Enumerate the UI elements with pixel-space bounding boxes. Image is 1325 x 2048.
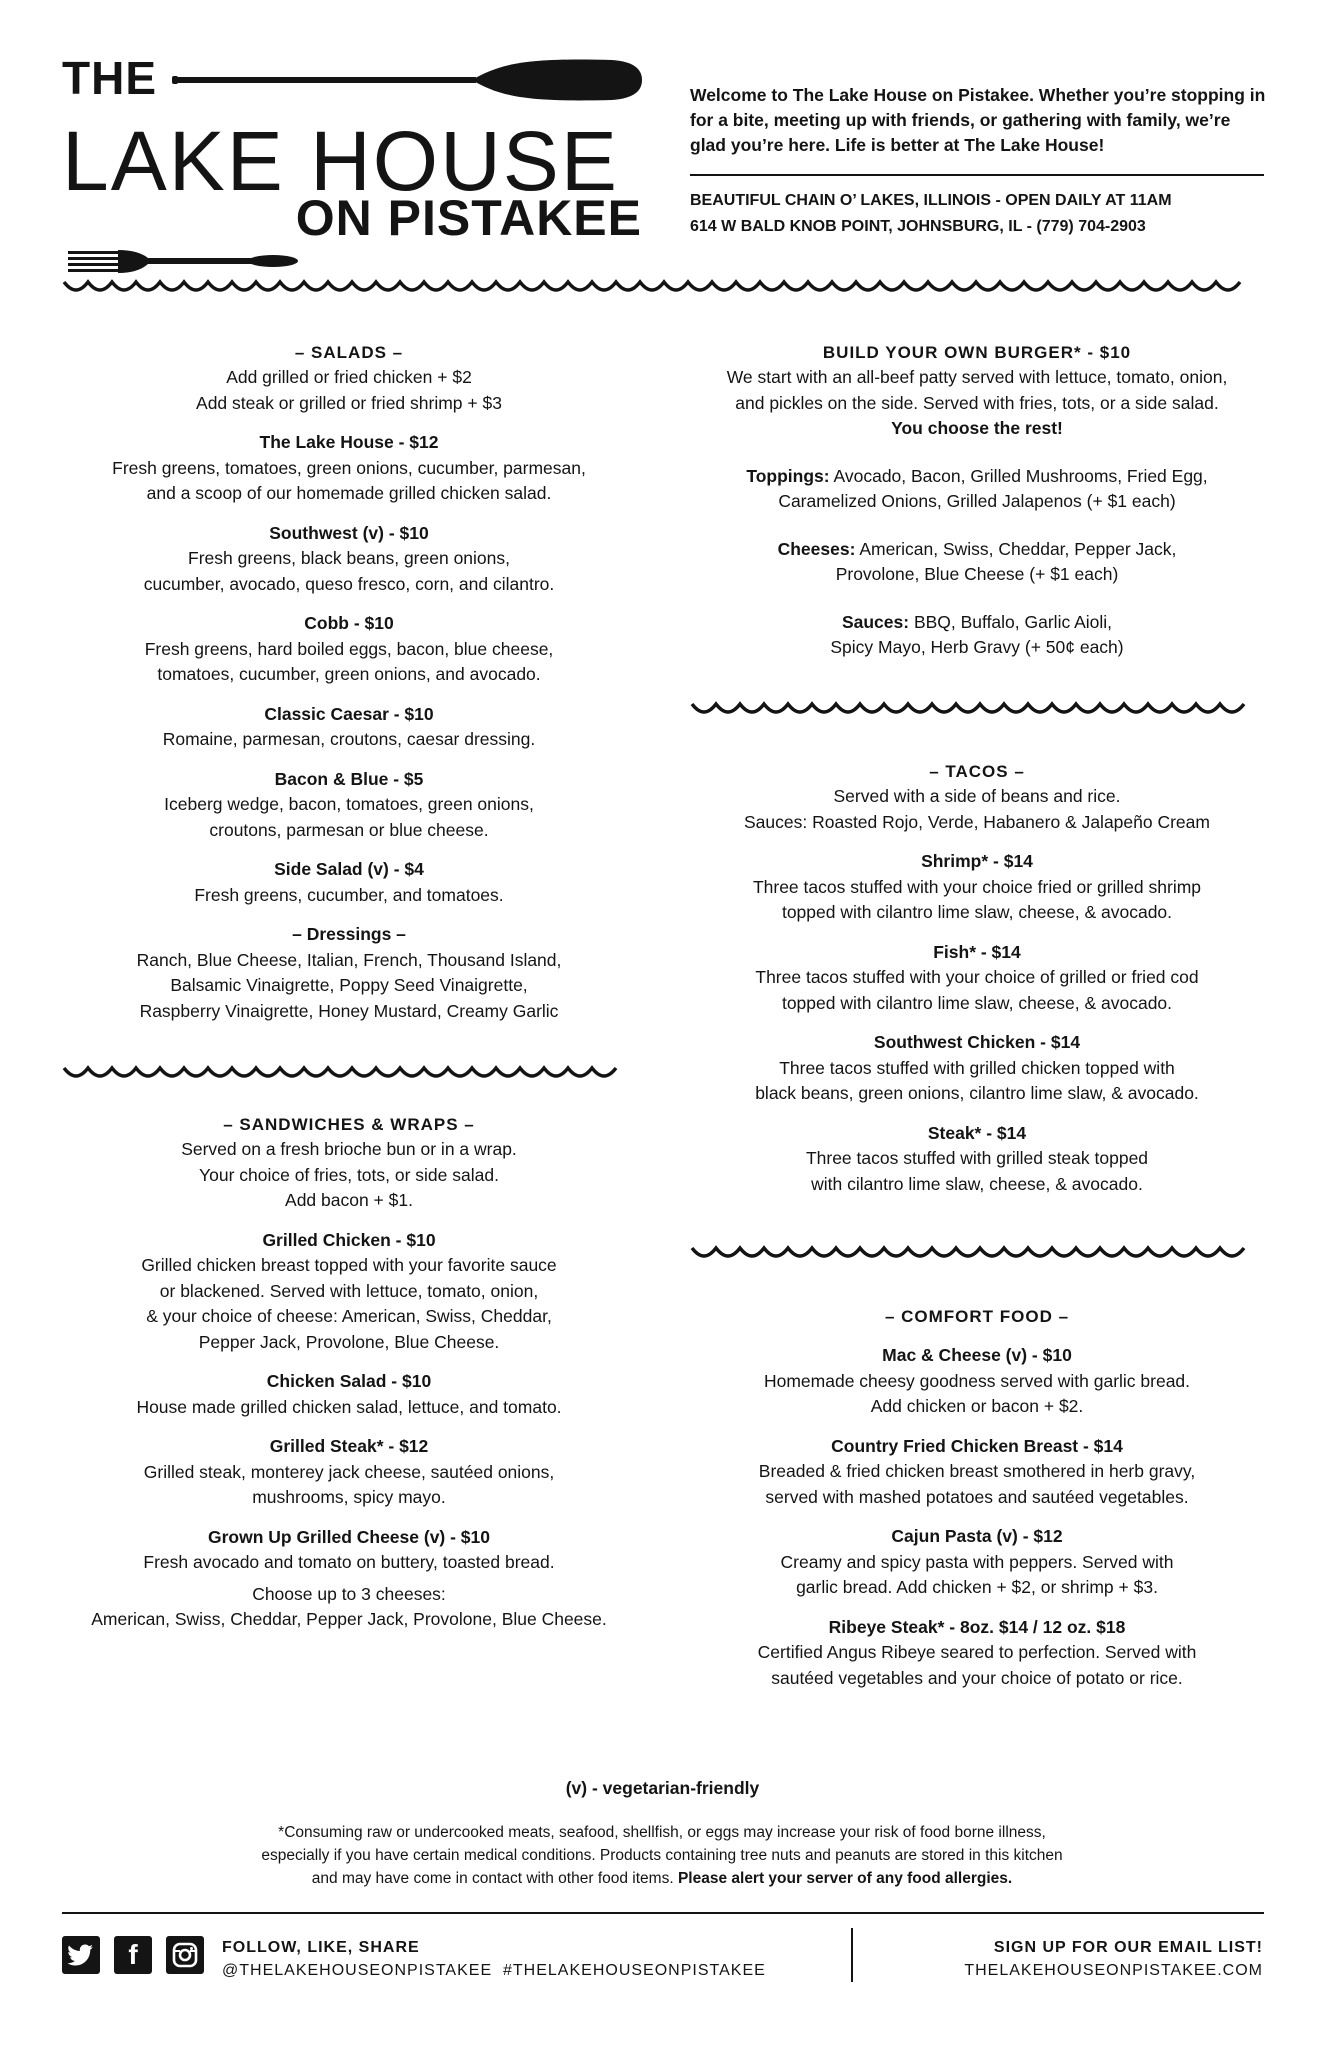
menu-item-desc: Creamy and spicy pasta with peppers. Served with xyxy=(780,1551,1174,1572)
menu-item-desc: Three tacos stuffed with grilled steak topped xyxy=(805,1148,1149,1168)
menu-item-desc: or blackened. Served with lettuce, tomato, onion, xyxy=(159,1280,539,1301)
tacos-title: – TACOS – xyxy=(929,762,1025,781)
allergy-disclaimer xyxy=(162,1821,1162,1890)
cheeses-line: Provolone, Blue Cheese (+ $1 each) xyxy=(835,564,1119,584)
cheeses-label: Cheeses: xyxy=(777,538,856,559)
menu-item-desc: cucumber, avocado, queso fresco, corn, and cilantro. xyxy=(143,573,555,594)
footer-vertical-divider xyxy=(851,1928,853,1982)
twitter-icon[interactable] xyxy=(62,1936,100,1974)
menu-item-name: Ribeye Steak* - 8oz. $14 / 12 oz. $18 xyxy=(828,1616,1126,1637)
follow-label: FOLLOW, LIKE, SHARE xyxy=(222,1939,420,1956)
disclaimer-line-3 xyxy=(162,1867,1162,1890)
menu-item-desc: croutons, parmesan or blue cheese. xyxy=(209,819,489,840)
allergy-alert: Please alert your server of any food allergies. xyxy=(677,1870,1013,1887)
header-divider xyxy=(690,174,1264,176)
sauces-label: Sauces: xyxy=(841,611,910,632)
wave-divider-top xyxy=(62,276,1264,296)
sauces-text: BBQ, Buffalo, Garlic Aioli, xyxy=(913,611,1113,632)
menu-item-desc: Fresh avocado and tomato on buttery, toasted bread. xyxy=(143,1552,555,1572)
menu-item-desc: Grilled steak, monterey jack cheese, sautéed onions, xyxy=(143,1461,555,1482)
menu-item-desc: and a scoop of our homemade grilled chicken salad. xyxy=(146,483,552,503)
logo-lake-house: LAKE HOUSE xyxy=(62,114,619,208)
menu-item-desc: Fresh greens, black beans, green onions, xyxy=(188,548,510,568)
dressings-list: Raspberry Vinaigrette, Honey Mustard, Creamy Garlic xyxy=(139,1000,559,1021)
menu-item-desc: Romaine, parmesan, croutons, caesar dressing. xyxy=(162,729,536,749)
menu-item-name: Shrimp* - $14 xyxy=(921,851,1033,871)
cheeses-text: American, Swiss, Cheddar, Pepper Jack, xyxy=(859,538,1177,559)
location-line-1: BEAUTIFUL CHAIN O’ LAKES, ILLINOIS - OPEN DAILY AT 11AM xyxy=(690,192,1172,209)
menu-item-desc: sautéed vegetables and your choice of potato or rice. xyxy=(771,1667,1183,1688)
menu-item-name: Bacon & Blue - $5 xyxy=(274,768,424,789)
logo-on-pistakee: ON PISTAKEE xyxy=(295,190,642,246)
menu-item-desc: served with mashed potatoes and sautéed vegetables. xyxy=(765,1486,1189,1507)
dressings-title: – Dressings – xyxy=(292,924,406,944)
menu-item-desc: mushrooms, spicy mayo. xyxy=(252,1487,446,1507)
menu-item-name: Classic Caesar - $10 xyxy=(264,703,434,724)
sandwiches-section xyxy=(62,1112,636,1633)
disclaimer-line: *Consuming raw or undercooked meats, seafood, shellfish, or eggs may increase your risk of food borne illness, xyxy=(278,1824,1046,1841)
menu-item-desc: Grilled chicken breast topped with your favorite sauce xyxy=(141,1255,557,1275)
cheeses-line xyxy=(690,537,1264,563)
location-info xyxy=(690,188,1270,240)
menu-item-name: Fish* - $14 xyxy=(933,941,1021,962)
dressings-list: Balsamic Vinaigrette, Poppy Seed Vinaigrette, xyxy=(170,975,528,995)
menu-item-name: Grown Up Grilled Cheese (v) - $10 xyxy=(207,1526,491,1547)
burger-choose: You choose the rest! xyxy=(891,418,1063,438)
toppings-text: Avocado, Bacon, Grilled Mushrooms, Fried Egg, xyxy=(833,465,1208,486)
menu-item-desc: Certified Angus Ribeye seared to perfection. Served with xyxy=(757,1642,1197,1662)
toppings-line xyxy=(690,464,1264,490)
cheese-note: Choose up to 3 cheeses: xyxy=(252,1583,446,1604)
menu-item-desc: Three tacos stuffed with your choice fried or grilled shrimp xyxy=(752,876,1202,897)
wave-divider-left xyxy=(62,1062,636,1082)
menu-item-desc: black beans, green onions, cilantro lime slaw, & avocado. xyxy=(755,1083,1199,1103)
disclaimer-line: especially if you have certain medical conditions. Products containing tree nuts and peanuts are stored in this kitchen xyxy=(261,1847,1063,1864)
social-links xyxy=(62,1936,204,1974)
salads-section xyxy=(62,340,636,1024)
instagram-icon[interactable] xyxy=(166,1936,204,1974)
menu-item-desc: Iceberg wedge, bacon, tomatoes, green onions, xyxy=(164,794,534,814)
menu-item-desc: Fresh greens, hard boiled eggs, bacon, blue cheese, xyxy=(144,638,554,659)
tacos-section xyxy=(690,759,1264,1197)
menu-item-name: The Lake House - $12 xyxy=(259,432,439,452)
menu-item-desc: topped with cilantro lime slaw, cheese, & avocado. xyxy=(781,902,1173,922)
tacos-intro: Served with a side of beans and rice. xyxy=(833,786,1121,806)
toppings-line: Caramelized Onions, Grilled Jalapenos (+ $1 each) xyxy=(778,491,1176,511)
menu-item-name: Side Salad (v) - $4 xyxy=(274,859,424,879)
comfort-title: – COMFORT FOOD – xyxy=(884,1307,1070,1326)
menu-item-desc: House made grilled chicken salad, lettuce, and tomato. xyxy=(136,1396,562,1417)
burger-section xyxy=(690,340,1264,661)
menu-item-desc: & your choice of cheese: American, Swiss, Cheddar, xyxy=(146,1306,552,1326)
comfort-food-section xyxy=(690,1304,1264,1691)
menu-item-name: Southwest (v) - $10 xyxy=(269,522,429,543)
welcome-text: Welcome to The Lake House on Pistakee. Whether you’re stopping in for a bite, meeting up with friends, or gathering with family, we’re glad you’re here. Life is better at The Lake House! xyxy=(690,85,1266,155)
menu-item-desc: Pepper Jack, Provolone, Blue Cheese. xyxy=(198,1331,500,1352)
vegetarian-note: (v) - vegetarian-friendly xyxy=(565,1778,760,1798)
sandwiches-intro: Add bacon + $1. xyxy=(285,1190,413,1210)
logo xyxy=(62,48,642,248)
menu-item-desc: Breaded & fried chicken breast smothered in herb gravy, xyxy=(758,1461,1196,1481)
wave-divider-right-2 xyxy=(690,1242,1264,1262)
paddle-icon xyxy=(172,58,642,102)
toppings-label: Toppings: xyxy=(746,465,830,486)
menu-item-name: Chicken Salad - $10 xyxy=(266,1371,432,1391)
burger-intro: We start with an all-beef patty served with lettuce, tomato, onion, xyxy=(726,367,1228,387)
menu-item-desc: topped with cilantro lime slaw, cheese, & avocado. xyxy=(781,992,1173,1013)
menu-item-name: Country Fried Chicken Breast - $14 xyxy=(831,1435,1123,1456)
tacos-intro: Sauces: Roasted Rojo, Verde, Habanero & Jalapeño Cream xyxy=(744,811,1210,832)
menu-item-desc: Add chicken or bacon + $2. xyxy=(870,1396,1084,1416)
signup-label: SIGN UP FOR OUR EMAIL LIST! xyxy=(993,1939,1263,1956)
menu-item-desc: Homemade cheesy goodness served with garlic bread. xyxy=(763,1370,1191,1391)
menu-item-name: Grilled Steak* - $12 xyxy=(269,1436,429,1456)
footer-divider xyxy=(62,1912,1264,1914)
salads-title: – SALADS – xyxy=(294,343,404,362)
left-column xyxy=(62,340,636,1024)
sauces-line xyxy=(690,610,1264,636)
sandwiches-intro: Your choice of fries, tots, or side salad. xyxy=(199,1164,499,1185)
signup-link[interactable]: THELAKEHOUSEONPISTAKEE.COM xyxy=(964,1962,1263,1979)
menu-item-name: Grilled Chicken - $10 xyxy=(262,1229,436,1250)
signup-block xyxy=(964,1936,1263,1982)
menu-item-name: Cajun Pasta (v) - $12 xyxy=(891,1526,1063,1546)
menu-item-desc: tomatoes, cucumber, green onions, and avocado. xyxy=(157,664,541,684)
location-line-2: 614 W BALD KNOB POINT, JOHNSBURG, IL - (779) 704-2903 xyxy=(690,218,1146,235)
facebook-icon[interactable] xyxy=(114,1936,152,1974)
logo-the: THE xyxy=(62,52,157,104)
menu-item-desc: Three tacos stuffed with grilled chicken topped with xyxy=(779,1057,1175,1078)
follow-block xyxy=(222,1936,766,1982)
burger-intro: and pickles on the side. Served with fries, tots, or a side salad. xyxy=(735,392,1219,413)
fork-icon xyxy=(68,246,298,276)
facebook-glyph: f xyxy=(128,1939,138,1970)
salad-addon: Add grilled or fried chicken + $2 xyxy=(226,367,472,387)
menu-item-desc: Three tacos stuffed with your choice of grilled or fried cod xyxy=(755,967,1199,987)
sandwiches-title: – SANDWICHES & WRAPS – xyxy=(223,1115,475,1134)
menu-item-name: Southwest Chicken - $14 xyxy=(873,1032,1081,1052)
salad-addon: Add steak or grilled or fried shrimp + $3 xyxy=(196,392,502,413)
dressings-list: Ranch, Blue Cheese, Italian, French, Thousand Island, xyxy=(136,949,562,970)
menu-item-name: Steak* - $14 xyxy=(927,1122,1027,1143)
menu-item-desc: with cilantro lime slaw, cheese, & avocado. xyxy=(811,1173,1143,1194)
menu-item-name: Mac & Cheese (v) - $10 xyxy=(882,1345,1072,1365)
sauces-line: Spicy Mayo, Herb Gravy (+ 50¢ each) xyxy=(830,637,1124,657)
cheese-note: American, Swiss, Cheddar, Pepper Jack, Provolone, Blue Cheese. xyxy=(91,1609,607,1629)
menu-item-name: Cobb - $10 xyxy=(304,613,394,633)
follow-handles[interactable]: @THELAKEHOUSEONPISTAKEE #THELAKEHOUSEONPISTAKEE xyxy=(222,1962,766,1979)
menu-item-desc: Fresh greens, cucumber, and tomatoes. xyxy=(194,884,504,905)
disclaimer-line: and may have come in contact with other food items. xyxy=(311,1870,674,1887)
menu-item-desc: garlic bread. Add chicken + $2, or shrimp + $3. xyxy=(796,1577,1158,1597)
sandwiches-intro: Served on a fresh brioche bun or in a wrap. xyxy=(181,1139,517,1159)
burger-title: BUILD YOUR OWN BURGER* - $10 xyxy=(822,343,1132,362)
wave-divider-right-1 xyxy=(690,698,1264,718)
menu-item-desc: Fresh greens, tomatoes, green onions, cucumber, parmesan, xyxy=(112,457,586,478)
